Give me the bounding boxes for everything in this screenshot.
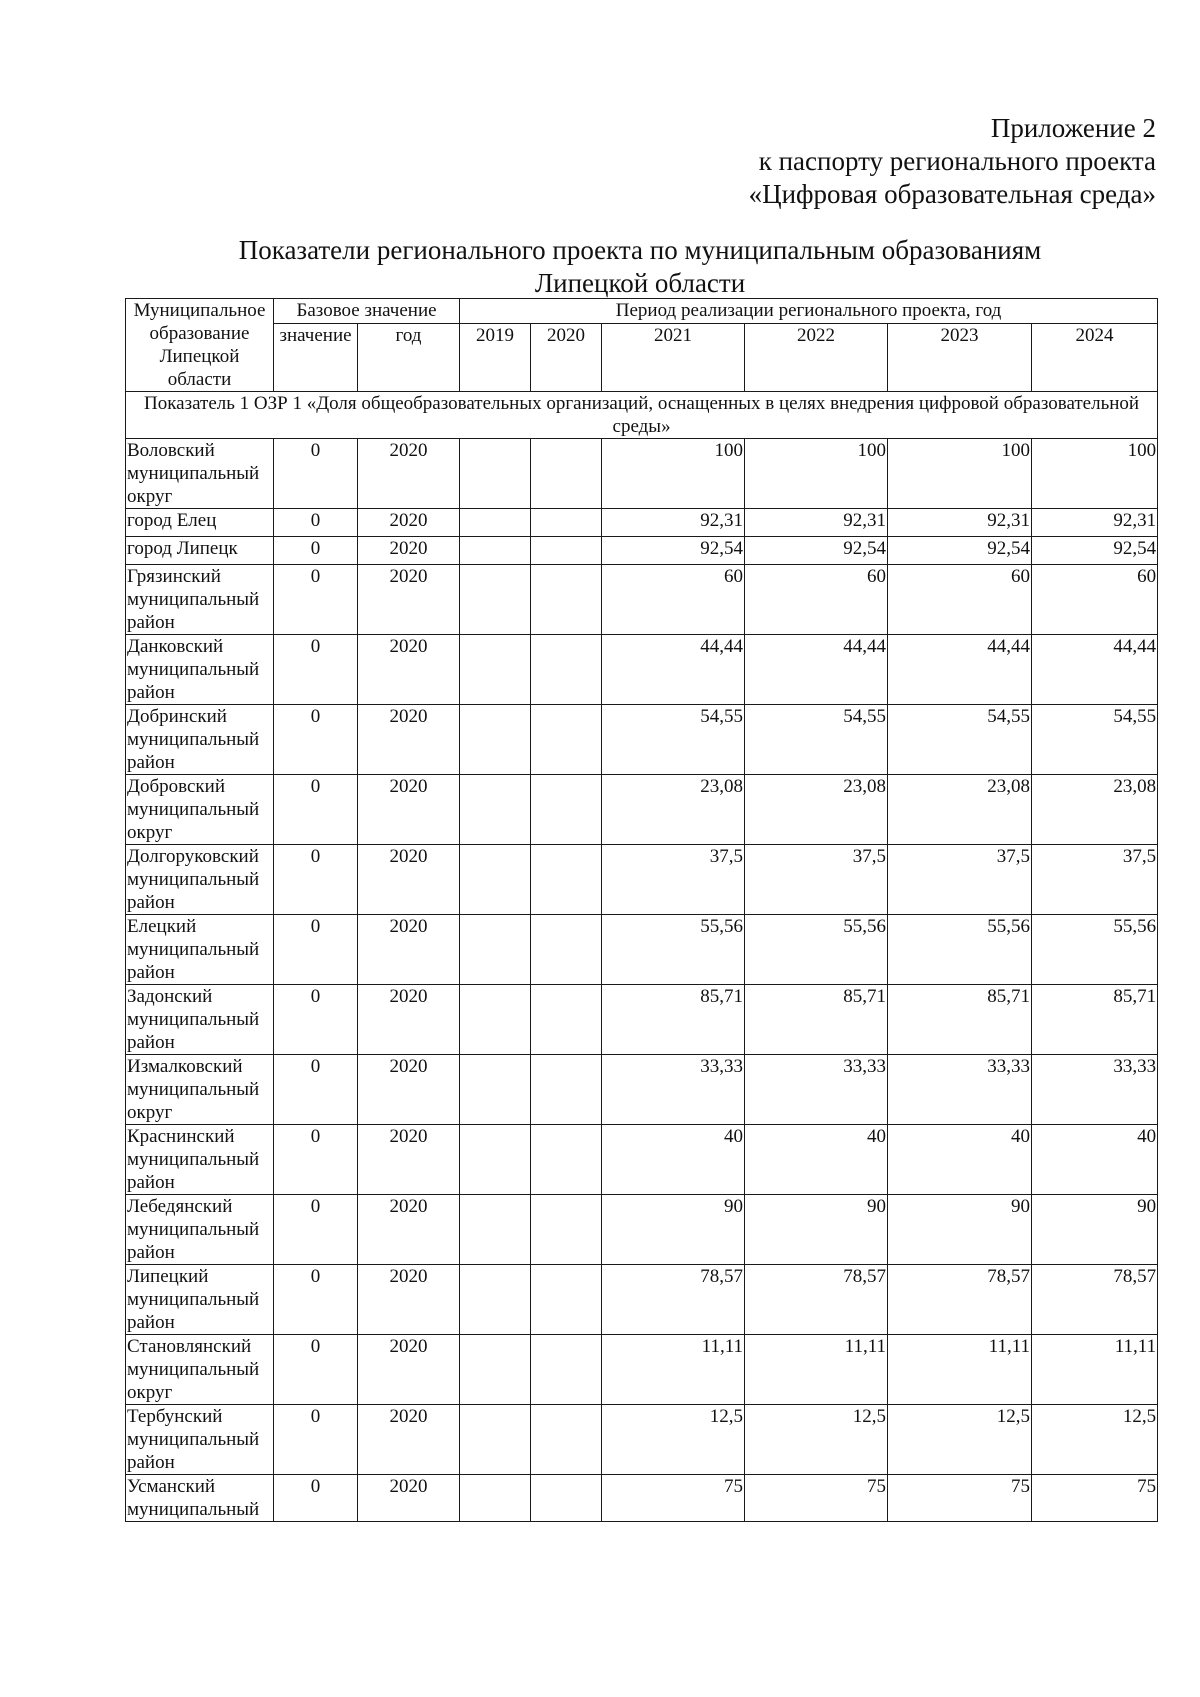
value-2021-cell: 78,57 — [602, 1265, 745, 1335]
base-year-cell: 2020 — [358, 705, 460, 775]
value-2019-cell — [460, 1475, 531, 1522]
header-municipality: Муниципальное образование Липецкой области — [126, 299, 274, 392]
municipality-cell: Измалковский муниципальный округ — [126, 1055, 274, 1125]
base-year-cell: 2020 — [358, 439, 460, 509]
value-2022-cell: 75 — [745, 1475, 888, 1522]
value-2020-cell — [531, 915, 602, 985]
table-row — [126, 1475, 1158, 1522]
value-2024-cell: 11,11 — [1032, 1335, 1158, 1405]
header-subrow — [126, 323, 1158, 391]
value-2023-cell: 92,31 — [888, 509, 1032, 537]
table-row — [126, 509, 1158, 537]
value-2021-cell: 60 — [602, 565, 745, 635]
base-value-cell: 0 — [274, 1055, 358, 1125]
value-2022-cell: 55,56 — [745, 915, 888, 985]
value-2020-cell — [531, 775, 602, 845]
base-year-cell: 2020 — [358, 537, 460, 565]
value-2019-cell — [460, 565, 531, 635]
value-2024-cell: 75 — [1032, 1475, 1158, 1522]
value-2023-cell: 55,56 — [888, 915, 1032, 985]
value-2020-cell — [531, 509, 602, 537]
municipality-cell: Воловский муниципальный округ — [126, 439, 274, 509]
header-year-2022: 2022 — [745, 323, 888, 391]
value-2022-cell: 60 — [745, 565, 888, 635]
value-2022-cell: 90 — [745, 1195, 888, 1265]
value-2019-cell — [460, 635, 531, 705]
value-2022-cell: 23,08 — [745, 775, 888, 845]
project-name: «Цифровая образовательная среда» — [748, 179, 1156, 209]
value-2024-cell: 92,54 — [1032, 537, 1158, 565]
value-2020-cell — [531, 1055, 602, 1125]
table-row — [126, 985, 1158, 1055]
value-2022-cell: 100 — [745, 439, 888, 509]
base-value-cell: 0 — [274, 439, 358, 509]
value-2023-cell: 60 — [888, 565, 1032, 635]
header-year-2020: 2020 — [531, 323, 602, 391]
value-2020-cell — [531, 1335, 602, 1405]
value-2020-cell — [531, 705, 602, 775]
value-2021-cell: 12,5 — [602, 1405, 745, 1475]
value-2020-cell — [531, 845, 602, 915]
value-2020-cell — [531, 537, 602, 565]
base-year-cell: 2020 — [358, 845, 460, 915]
header-year-2024: 2024 — [1032, 323, 1158, 391]
base-year-cell: 2020 — [358, 1125, 460, 1195]
base-value-cell: 0 — [274, 775, 358, 845]
municipality-cell: Краснинский муниципальный район — [126, 1125, 274, 1195]
value-2020-cell — [531, 1125, 602, 1195]
appendix-number: Приложение 2 — [990, 113, 1156, 143]
value-2023-cell: 75 — [888, 1475, 1032, 1522]
value-2024-cell: 44,44 — [1032, 635, 1158, 705]
value-2021-cell: 100 — [602, 439, 745, 509]
value-2021-cell: 92,54 — [602, 537, 745, 565]
header-year-2019: 2019 — [460, 323, 531, 391]
value-2023-cell: 23,08 — [888, 775, 1032, 845]
base-value-cell: 0 — [274, 705, 358, 775]
appendix-header — [749, 112, 1156, 211]
value-2019-cell — [460, 775, 531, 845]
value-2023-cell: 85,71 — [888, 985, 1032, 1055]
header-year-2023: 2023 — [888, 323, 1032, 391]
base-value-cell: 0 — [274, 537, 358, 565]
value-2020-cell — [531, 635, 602, 705]
base-value-cell: 0 — [274, 565, 358, 635]
value-2024-cell: 100 — [1032, 439, 1158, 509]
table-row — [126, 1265, 1158, 1335]
value-2021-cell: 55,56 — [602, 915, 745, 985]
value-2024-cell: 55,56 — [1032, 915, 1158, 985]
title-line-1: Показатели регионального проекта по муниципальным образованиям — [238, 235, 1042, 265]
base-value-cell: 0 — [274, 509, 358, 537]
value-2019-cell — [460, 1055, 531, 1125]
base-value-cell: 0 — [274, 1195, 358, 1265]
indicators-table — [125, 298, 1158, 1522]
base-year-cell: 2020 — [358, 635, 460, 705]
value-2023-cell: 78,57 — [888, 1265, 1032, 1335]
municipality-cell: Добринский муниципальный район — [126, 705, 274, 775]
value-2023-cell: 33,33 — [888, 1055, 1032, 1125]
municipality-cell: Грязинский муниципальный район — [126, 565, 274, 635]
value-2023-cell: 40 — [888, 1125, 1032, 1195]
value-2024-cell: 37,5 — [1032, 845, 1158, 915]
value-2024-cell: 78,57 — [1032, 1265, 1158, 1335]
indicator-row — [126, 392, 1158, 439]
value-2019-cell — [460, 1195, 531, 1265]
municipality-cell: Задонский муниципальный район — [126, 985, 274, 1055]
base-year-cell: 2020 — [358, 915, 460, 985]
value-2019-cell — [460, 915, 531, 985]
value-2020-cell — [531, 439, 602, 509]
value-2022-cell: 78,57 — [745, 1265, 888, 1335]
value-2019-cell — [460, 705, 531, 775]
value-2024-cell: 60 — [1032, 565, 1158, 635]
value-2020-cell — [531, 1195, 602, 1265]
value-2022-cell: 37,5 — [745, 845, 888, 915]
base-year-cell: 2020 — [358, 1405, 460, 1475]
value-2020-cell — [531, 1265, 602, 1335]
value-2019-cell — [460, 845, 531, 915]
value-2023-cell: 90 — [888, 1195, 1032, 1265]
base-value-cell: 0 — [274, 635, 358, 705]
value-2024-cell: 90 — [1032, 1195, 1158, 1265]
header-base-year: год — [358, 323, 460, 391]
table-row — [126, 705, 1158, 775]
value-2021-cell: 33,33 — [602, 1055, 745, 1125]
municipality-cell: Лебедянский муниципальный район — [126, 1195, 274, 1265]
value-2024-cell: 92,31 — [1032, 509, 1158, 537]
table-row — [126, 439, 1158, 509]
value-2019-cell — [460, 509, 531, 537]
value-2019-cell — [460, 1335, 531, 1405]
base-year-cell: 2020 — [358, 1195, 460, 1265]
value-2023-cell: 11,11 — [888, 1335, 1032, 1405]
document-title — [125, 234, 1155, 300]
title-line-2: Липецкой области — [534, 268, 746, 298]
base-year-cell: 2020 — [358, 1475, 460, 1522]
value-2024-cell: 12,5 — [1032, 1405, 1158, 1475]
value-2023-cell: 37,5 — [888, 845, 1032, 915]
base-value-cell: 0 — [274, 1405, 358, 1475]
value-2022-cell: 54,55 — [745, 705, 888, 775]
municipality-cell: Долгоруковский муниципальный район — [126, 845, 274, 915]
municipality-cell: Тербунский муниципальный район — [126, 1405, 274, 1475]
table-row — [126, 845, 1158, 915]
value-2022-cell: 33,33 — [745, 1055, 888, 1125]
municipality-cell: Добровский муниципальный округ — [126, 775, 274, 845]
header-base-value: значение — [274, 323, 358, 391]
value-2020-cell — [531, 1405, 602, 1475]
value-2019-cell — [460, 439, 531, 509]
base-year-cell: 2020 — [358, 1335, 460, 1405]
table-row — [126, 1125, 1158, 1195]
municipality-cell: Липецкий муниципальный район — [126, 1265, 274, 1335]
base-value-cell: 0 — [274, 985, 358, 1055]
value-2021-cell: 37,5 — [602, 845, 745, 915]
value-2022-cell: 12,5 — [745, 1405, 888, 1475]
value-2019-cell — [460, 537, 531, 565]
value-2023-cell: 12,5 — [888, 1405, 1032, 1475]
value-2021-cell: 90 — [602, 1195, 745, 1265]
table-row — [126, 1335, 1158, 1405]
header-period: Период реализации регионального проекта, год — [460, 299, 1158, 324]
table-row — [126, 1195, 1158, 1265]
value-2024-cell: 40 — [1032, 1125, 1158, 1195]
municipality-cell: город Липецк — [126, 537, 274, 565]
value-2020-cell — [531, 565, 602, 635]
value-2022-cell: 40 — [745, 1125, 888, 1195]
value-2021-cell: 54,55 — [602, 705, 745, 775]
value-2022-cell: 92,31 — [745, 509, 888, 537]
value-2024-cell: 85,71 — [1032, 985, 1158, 1055]
value-2024-cell: 23,08 — [1032, 775, 1158, 845]
municipality-cell: Данковский муниципальный район — [126, 635, 274, 705]
base-value-cell: 0 — [274, 845, 358, 915]
header-row — [126, 299, 1158, 324]
value-2023-cell: 54,55 — [888, 705, 1032, 775]
value-2020-cell — [531, 1475, 602, 1522]
base-year-cell: 2020 — [358, 509, 460, 537]
municipality-cell: Становлянский муниципальный округ — [126, 1335, 274, 1405]
value-2021-cell: 85,71 — [602, 985, 745, 1055]
value-2022-cell: 11,11 — [745, 1335, 888, 1405]
table-row — [126, 915, 1158, 985]
header-base: Базовое значение — [274, 299, 460, 324]
value-2021-cell: 11,11 — [602, 1335, 745, 1405]
table-row — [126, 1405, 1158, 1475]
value-2022-cell: 92,54 — [745, 537, 888, 565]
value-2023-cell: 92,54 — [888, 537, 1032, 565]
base-year-cell: 2020 — [358, 1265, 460, 1335]
value-2019-cell — [460, 985, 531, 1055]
base-value-cell: 0 — [274, 1265, 358, 1335]
base-year-cell: 2020 — [358, 565, 460, 635]
appendix-reference: к паспорту регионального проекта — [758, 146, 1156, 176]
value-2021-cell: 40 — [602, 1125, 745, 1195]
base-year-cell: 2020 — [358, 1055, 460, 1125]
municipality-cell: Усманский муниципальный — [126, 1475, 274, 1522]
value-2023-cell: 44,44 — [888, 635, 1032, 705]
value-2022-cell: 44,44 — [745, 635, 888, 705]
table-row — [126, 537, 1158, 565]
base-value-cell: 0 — [274, 1335, 358, 1405]
value-2020-cell — [531, 985, 602, 1055]
value-2024-cell: 33,33 — [1032, 1055, 1158, 1125]
table-row — [126, 635, 1158, 705]
value-2024-cell: 54,55 — [1032, 705, 1158, 775]
indicator-title: Показатель 1 ОЗР 1 «Доля общеобразовательных организаций, оснащенных в целях внедрения цифровой образовательной среды» — [126, 392, 1158, 439]
value-2023-cell: 100 — [888, 439, 1032, 509]
value-2019-cell — [460, 1125, 531, 1195]
base-value-cell: 0 — [274, 915, 358, 985]
base-value-cell: 0 — [274, 1475, 358, 1522]
value-2021-cell: 23,08 — [602, 775, 745, 845]
value-2021-cell: 92,31 — [602, 509, 745, 537]
municipality-cell: Елецкий муниципальный район — [126, 915, 274, 985]
base-value-cell: 0 — [274, 1125, 358, 1195]
value-2021-cell: 75 — [602, 1475, 745, 1522]
value-2022-cell: 85,71 — [745, 985, 888, 1055]
table-row — [126, 775, 1158, 845]
base-year-cell: 2020 — [358, 775, 460, 845]
table-row — [126, 1055, 1158, 1125]
value-2019-cell — [460, 1265, 531, 1335]
base-year-cell: 2020 — [358, 985, 460, 1055]
table-row — [126, 565, 1158, 635]
value-2021-cell: 44,44 — [602, 635, 745, 705]
value-2019-cell — [460, 1405, 531, 1475]
municipality-cell: город Елец — [126, 509, 274, 537]
header-year-2021: 2021 — [602, 323, 745, 391]
